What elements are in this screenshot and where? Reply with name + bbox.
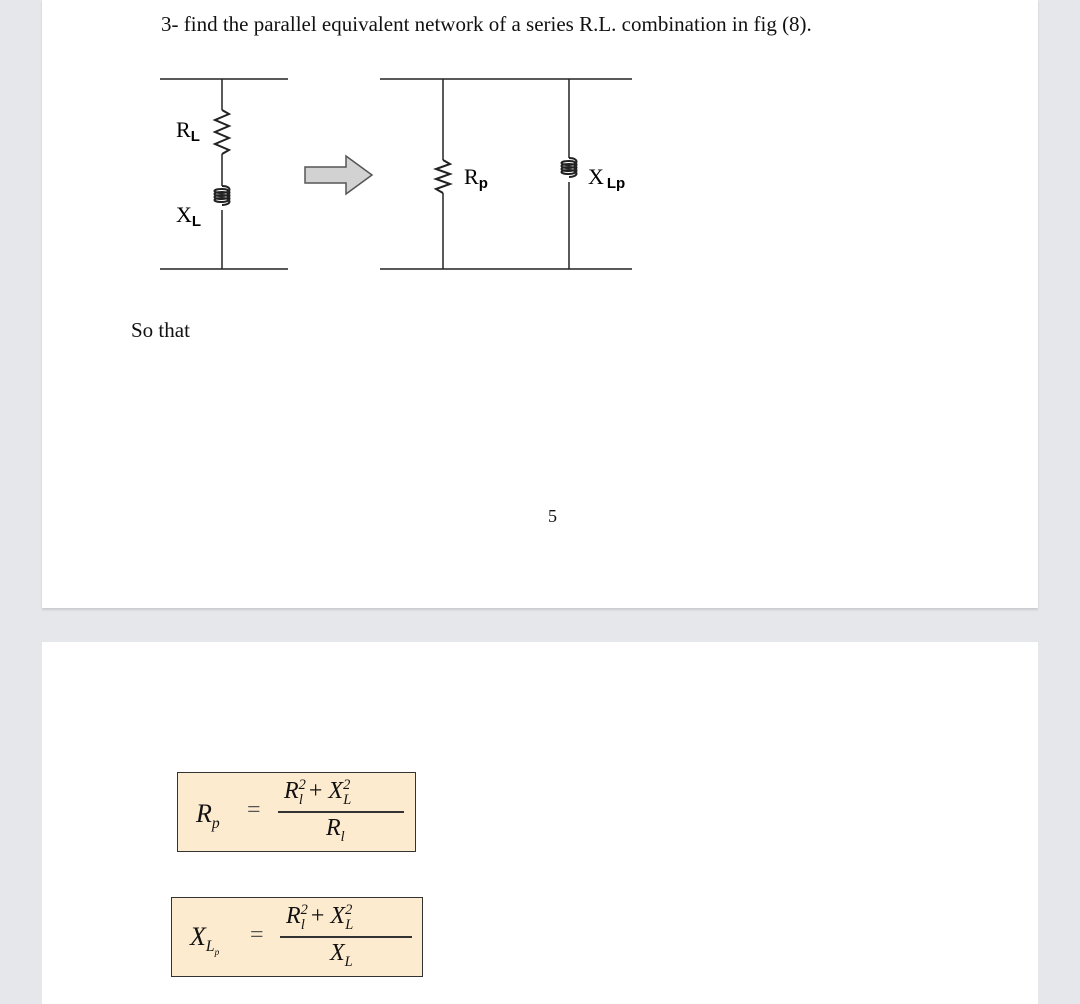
document-page-1 xyxy=(42,0,1038,608)
formula-xlp-equals: = xyxy=(250,922,264,948)
formula-xlp-numerator: $R^2_l + X^2_L$ xyxy=(286,902,354,933)
label-xl: XL xyxy=(176,202,202,230)
question-text: 3- find the parallel equivalent network of a series R.L. combination in fig (8). xyxy=(161,12,812,36)
formula-xlp-lhs: $X_{L_p}$ xyxy=(190,922,220,959)
formula-rp-denominator: $R_l$ xyxy=(326,815,345,845)
series-circuit xyxy=(160,79,288,269)
formula-xlp-denominator: $X_L$ xyxy=(330,940,353,970)
parallel-resistor xyxy=(436,160,450,193)
formula-rp-lhs: $R_p$ xyxy=(196,799,220,833)
label-rp: Rp xyxy=(464,164,488,192)
formula-xlp-fraction-bar xyxy=(280,936,412,938)
so-that-text: So that xyxy=(131,318,190,342)
page-number: 5 xyxy=(548,506,557,526)
document-page-2 xyxy=(42,642,1038,1004)
formula-rp-fraction-bar xyxy=(278,811,404,813)
series-resistor xyxy=(215,110,229,154)
series-inductor xyxy=(215,186,230,205)
circuit-figure-8 xyxy=(42,0,1038,300)
label-rl: RL xyxy=(176,117,200,145)
formula-rp-numerator: $R^2_l + X^2_L$ xyxy=(284,777,352,808)
equivalence-arrow-icon xyxy=(305,156,372,194)
parallel-circuit xyxy=(380,79,632,269)
label-xlp: X Lp xyxy=(588,164,626,192)
formula-xlp-box xyxy=(171,897,423,977)
formula-rp-equals: = xyxy=(247,797,261,823)
formula-rp-box xyxy=(177,772,416,852)
parallel-inductor xyxy=(562,158,577,177)
